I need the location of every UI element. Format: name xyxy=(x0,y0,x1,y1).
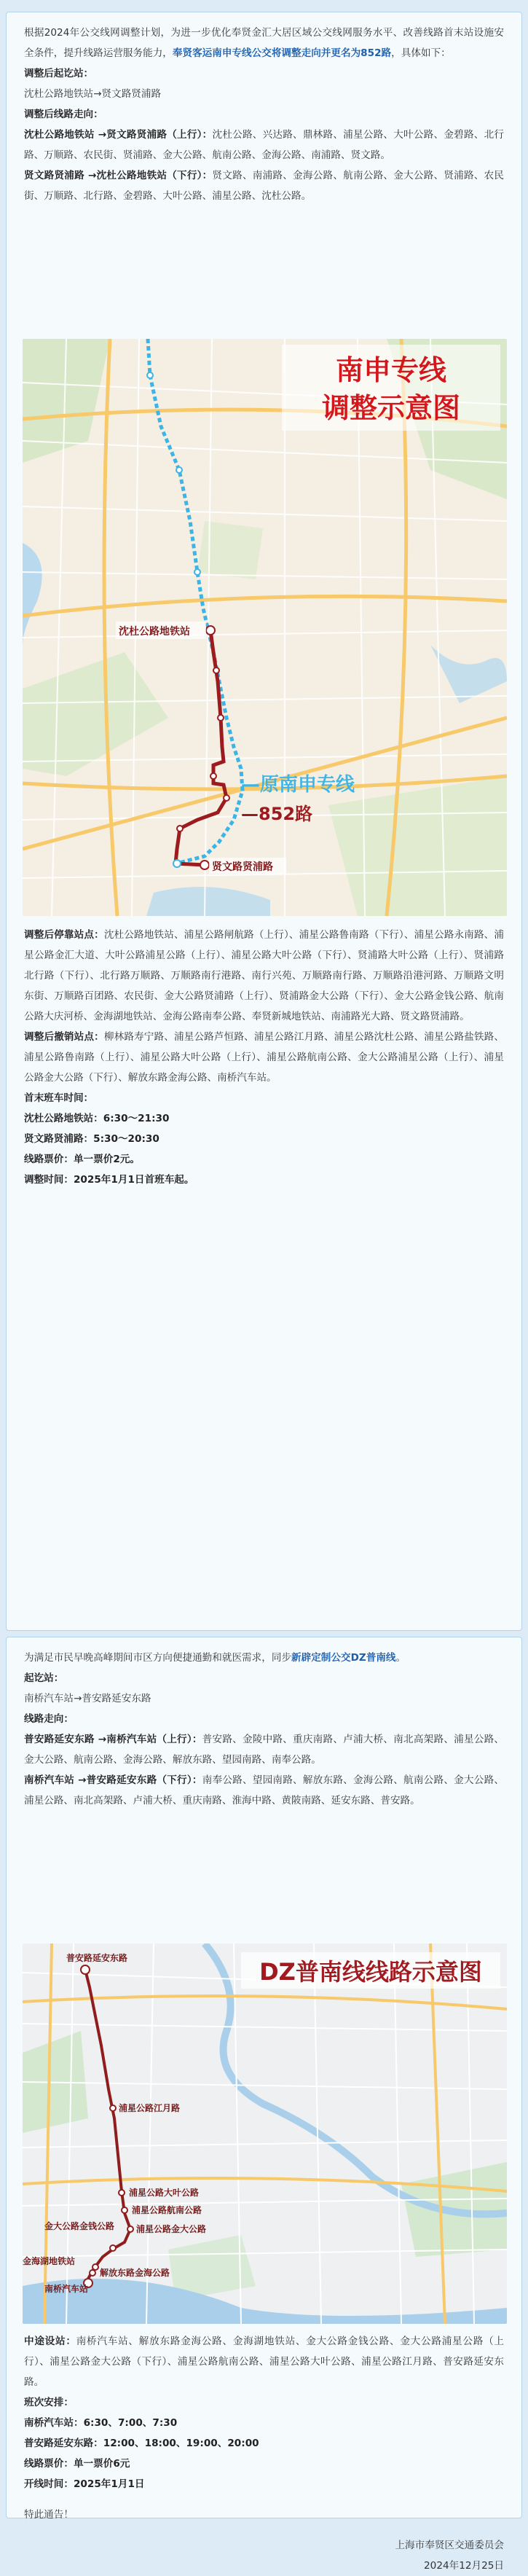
time2-label: 贤文路贤浦路： xyxy=(24,1133,94,1145)
dz-intro-text: 为满足市民早晚高峰期间市区方向便捷通勤和就医需求，同步 xyxy=(24,1652,292,1664)
dz-down-text: 南奉公路、望园南路、解放东路、金海公路、航南公路、金大公路、浦星公路、南北高架路、卢浦大桥、重庆南路、淮海中路、黄陂南路、延安东路、普安路。 xyxy=(24,1774,505,1806)
dz-fare-value: 单一票价6元 xyxy=(73,2458,130,2470)
intro-highlight: 奉贤客运南申专线公交将调整走向并更名为852路 xyxy=(172,47,392,59)
dz-open-value: 2025年1月1日 xyxy=(73,2478,145,2490)
dz-map-title: DZ普南线线路示意图 xyxy=(259,1958,482,1986)
stops-paragraph xyxy=(7,925,521,1027)
time2-value: 5:30～20:30 xyxy=(93,1133,159,1145)
dz-down-direction xyxy=(7,1770,521,1811)
start-date-value: 2025年1月1日首班车起。 xyxy=(73,1174,194,1186)
dz-sched1-value: 6:30、7:00、7:30 xyxy=(83,2417,178,2429)
map-label-new-route: —852路 xyxy=(241,804,313,824)
fare-label: 线路票价： xyxy=(24,1154,74,1165)
dz-map-stop5: 金大公路金钱公路 xyxy=(44,2221,115,2231)
dz-up-text: 普安路、金陵中路、重庆南路、卢浦大桥、南北高架路、浦星公路、金大公路、航南公路、金海公路、解放东路、望园南路、南奉公路。 xyxy=(24,1734,505,1766)
up-label: 沈杜公路地铁站 →贤文路贤浦路（上行）： xyxy=(24,129,213,141)
time1-value: 6:30～21:30 xyxy=(103,1113,170,1124)
dz-map-stop3: 浦星公路大叶公路 xyxy=(129,2188,200,2198)
fare-value: 单一票价2元。 xyxy=(73,1154,140,1165)
dz-stops-paragraph xyxy=(7,2331,521,2392)
footer-notice: 特此通告！ xyxy=(24,2509,74,2521)
up-direction xyxy=(7,125,521,165)
removed-label: 调整后撤销站点： xyxy=(24,1031,104,1043)
time1-row xyxy=(7,1108,521,1129)
dz-route-map xyxy=(23,1943,507,2324)
dz-sched1-row xyxy=(7,2413,521,2433)
dz-stops-text: 南桥汽车站、解放东路金海公路、金海湖地铁站、金大公路金钱公路、金大公路浦星公路（上行）、浦星公路金大公路（下行）、浦星公路航南公路、浦星公路大叶公路、浦星公路江月路、普安路延安东路。 xyxy=(24,2336,505,2388)
dz-map-stop1: 普安路延安东路 xyxy=(66,1953,128,1963)
dz-sched2-label: 普安路延安东路： xyxy=(24,2438,103,2449)
direction-label: 调整后线路走向： xyxy=(24,109,103,120)
dz-map-stop2: 浦星公路江月路 xyxy=(119,2103,181,2113)
dz-open-row xyxy=(7,2474,521,2494)
dz-map-stop6: 浦星公路金大公路 xyxy=(136,2224,207,2234)
dz-start-end-value: 南桥汽车站→普安路延安东路 xyxy=(24,1693,151,1704)
map-label-end: 贤文路贤浦路 xyxy=(212,861,273,873)
stops-text: 沈杜公路地铁站、浦星公路闸航路（上行）、浦星公路鲁南路（下行）、浦星公路永南路、浦星公路金汇大道、大叶公路浦星公路（上行）、浦星公路大叶公路（下行）、贤浦路大叶公路（上行）、贤浦路北行路（下行）、北行路万顺路、万顺路南行港路、南行兴苑、万顺路南行路、万顺路沿港河路、万顺路文明东街、万顺路百团路、农民街、金大公路贤浦路（上行）、贤浦路金大公路（下行）、金大公路金钱公路、航南公路大庆河桥、金海湖地铁站、金海公路南奉公路、奉贤新城地铁站、南浦路光大路、贤文路贤浦路。 xyxy=(24,929,505,1022)
dz-down-label: 南桥汽车站 →普安路延安东路（下行）： xyxy=(24,1774,202,1786)
removed-paragraph xyxy=(7,1027,521,1088)
start-end-value: 沈杜公路地铁站→贤文路贤浦路 xyxy=(24,88,162,100)
intro-text-end: ，具体如下： xyxy=(391,47,451,59)
removed-text: 柳林路寿宁路、浦星公路芦恒路、浦星公路江月路、浦星公路沈杜公路、浦星公路盐铁路、浦星公路鲁南路（上行）、浦星公路大叶公路（上行）、浦星公路航南公路、金大公路浦星公路（上行）、浦星公路金大公路（下行）、解放东路金海公路、南桥汽车站。 xyxy=(24,1031,504,1084)
dz-map-stop4: 浦星公路航南公路 xyxy=(132,2205,202,2215)
start-date-label: 调整时间： xyxy=(24,1174,74,1186)
route-852-map-svg xyxy=(23,339,507,916)
map-title-line2: 调整示意图 xyxy=(321,392,461,424)
fare-row xyxy=(7,1149,521,1170)
dz-up-direction xyxy=(7,1729,521,1770)
dz-fare-row xyxy=(7,2454,521,2474)
dz-intro xyxy=(7,1648,521,1668)
footer-date: 2024年12月25日 xyxy=(424,2560,504,2572)
start-date-row xyxy=(7,1170,521,1190)
intro-text: 根据2024年公交线网调整计划，为进一步优化奉贤金汇大居区域公交线网服务水平、改善线路首末站设施安全条件，提升线路运营服务能力， xyxy=(24,27,504,59)
footer-org: 上海市奉贤区交通委员会 xyxy=(395,2540,504,2551)
map-label-start: 沈杜公路地铁站 xyxy=(119,626,190,638)
stops-label: 调整后停靠站点： xyxy=(24,929,104,941)
dz-route-card xyxy=(6,1637,522,2572)
dz-start-end-label: 起讫站： xyxy=(24,1672,64,1684)
dz-stops-label: 中途设站： xyxy=(24,2336,76,2347)
down-label: 贤文路贤浦路 →沈杜公路地铁站（下行）： xyxy=(24,170,213,181)
dz-direction-label: 线路走向： xyxy=(24,1713,74,1725)
route-852-map xyxy=(23,339,507,916)
time2-row xyxy=(7,1129,521,1149)
start-end-label: 调整后起讫站： xyxy=(24,68,94,79)
dz-schedule-label: 班次安排： xyxy=(24,2397,74,2408)
dz-intro-highlight: 新辟定制公交DZ普南线 xyxy=(291,1652,396,1664)
dz-sched1-label: 南桥汽车站： xyxy=(24,2417,84,2429)
dz-map-stop7: 金海湖地铁站 xyxy=(23,2256,76,2266)
map-label-old-route: —原南申专线 xyxy=(241,774,355,796)
route-852-card xyxy=(6,12,522,1631)
dz-route-map-svg xyxy=(23,1943,507,2324)
dz-up-label: 普安路延安东路 →南桥汽车站（上行）： xyxy=(24,1734,202,1745)
dz-sched2-value: 12:00、18:00、19:00、20:00 xyxy=(103,2438,259,2449)
intro-paragraph xyxy=(7,23,521,63)
dz-open-label: 开线时间： xyxy=(24,2478,74,2490)
dz-intro-end: 。 xyxy=(395,1652,406,1664)
time1-label: 沈杜公路地铁站： xyxy=(24,1113,103,1124)
times-label: 首末班车时间： xyxy=(24,1092,94,1104)
dz-map-stop8: 解放东路金海公路 xyxy=(100,2268,170,2278)
dz-sched2-row xyxy=(7,2433,521,2454)
up-text: 沈杜公路、兴达路、鼎林路、浦星公路、大叶公路、金碧路、北行路、万顺路、农民街、贤浦路、金大公路、航南公路、金海公路、南浦路、贤文路。 xyxy=(24,129,504,161)
down-text: 贤文路、南浦路、金海公路、航南公路、金大公路、贤浦路、农民街、万顺路、北行路、金碧路、大叶公路、浦星公路、沈杜公路。 xyxy=(24,170,504,202)
map-title-line1: 南申专线 xyxy=(335,354,447,386)
down-direction xyxy=(7,165,521,206)
dz-map-stop9: 南桥汽车站 xyxy=(44,2284,89,2294)
dz-fare-label: 线路票价： xyxy=(24,2458,74,2470)
